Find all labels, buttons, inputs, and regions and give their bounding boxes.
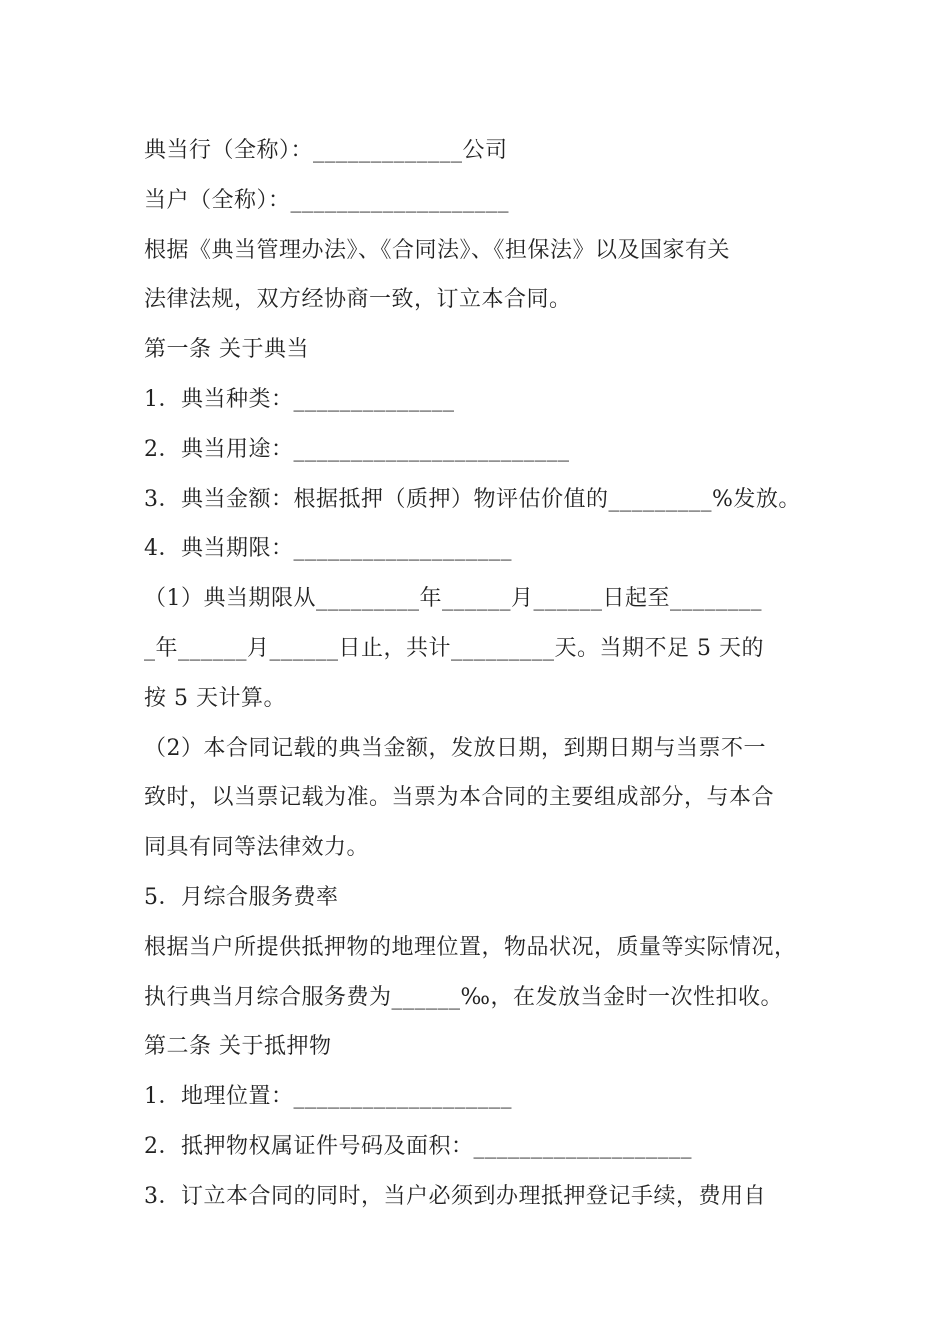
term-clause-2-line-1: （2）本合同记载的典当金额，发放日期，到期日期与当票不一 — [144, 735, 766, 761]
service-fee-line-2: 执行典当月综合服务费为______‰，在发放当金时一次性扣收。 — [144, 984, 784, 1010]
article-1-heading: 第一条 关于典当 — [144, 337, 309, 363]
service-fee-heading: 5．月综合服务费率 — [144, 884, 339, 910]
term-clause-2-line-3: 同具有同等法律效力。 — [144, 835, 370, 861]
term-clause-1-line-2: _年______月______日止，共计_________天。当期不足 5 天的 — [144, 635, 764, 661]
property-certificate-line: 2．抵押物权属证件号码及面积：___________________ — [144, 1133, 692, 1159]
pawn-amount-line: 3．典当金额：根据抵押（质押）物评估价值的_________%发放。 — [144, 486, 801, 512]
pawn-term-line: 4．典当期限：___________________ — [144, 536, 512, 562]
service-fee-line-1: 根据当户所提供抵押物的地理位置，物品状况，质量等实际情况， — [144, 934, 797, 960]
article-2-heading: 第二条 关于抵押物 — [144, 1034, 332, 1060]
pawn-type-line: 1．典当种类：______________ — [144, 386, 455, 412]
preamble-line-1: 根据《典当管理办法》、《合同法》、《担保法》以及国家有关 — [144, 237, 731, 263]
term-clause-1-line-3: 按 5 天计算。 — [144, 685, 286, 711]
location-line: 1．地理位置：___________________ — [144, 1084, 512, 1110]
document-body — [144, 126, 816, 1222]
pawner-name-line: 当户（全称）：___________________ — [144, 187, 510, 213]
term-clause-1-line-1: （1）典当期限从_________年______月______日起至________ — [144, 586, 762, 612]
term-clause-2-line-2: 致时，以当票记载为准。当票为本合同的主要组成部分，与本合 — [144, 785, 775, 811]
pawn-purpose-line: 2．典当用途：________________________ — [144, 436, 570, 462]
registration-line: 3．订立本合同的同时，当户必须到办理抵押登记手续，费用自 — [144, 1183, 766, 1209]
preamble-line-2: 法律法规，双方经协商一致，订立本合同。 — [144, 287, 572, 313]
pawnshop-name-line: 典当行（全称）：_____________公司 — [144, 138, 508, 163]
